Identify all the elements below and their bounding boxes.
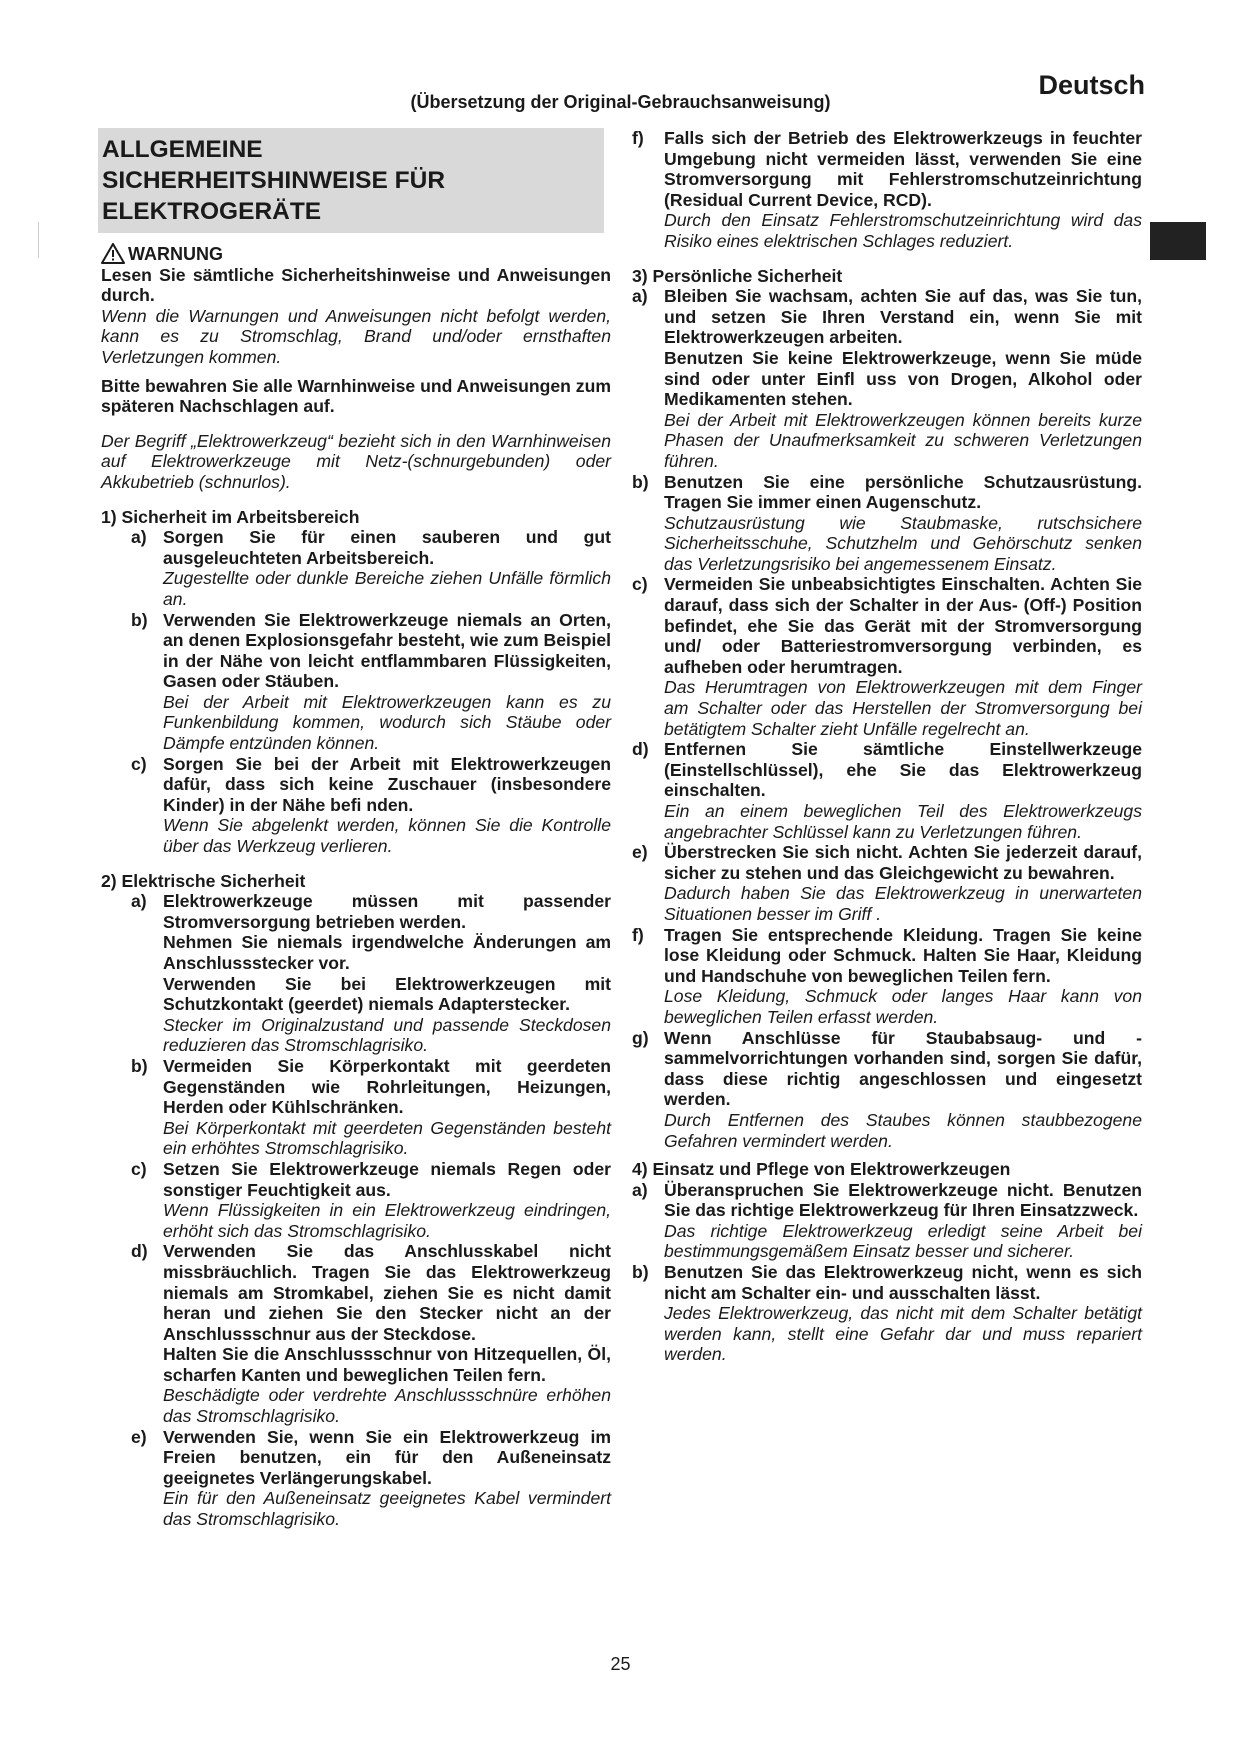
list-item — [131, 1056, 611, 1159]
sec2-e-text: Verwenden Sie, wenn Sie ein Elektrowerkzeug im Freien benutzen, ein für den Außeneinsatz geeignetes Verlängerungskabel. — [163, 1426, 611, 1488]
item-label: a) — [632, 1179, 648, 1200]
sec2-c-note: Wenn Flüssigkeiten in ein Elektrowerkzeug eindringen, erhöht sich das Stromschlagrisiko. — [163, 1200, 611, 1241]
section-tab-marker — [1150, 222, 1206, 260]
term-definition: Der Begriff „Elektrowerkzeug“ bezieht sich in den Warnhinweisen auf Elektrowerkzeuge mit Netz-(schnurgebunden) oder Akkubetrieb (schnurlos). — [101, 430, 611, 492]
sec3-g-note: Durch Entfernen des Staubes können staubbezogene Gefahren vermindert werden. — [664, 1109, 1142, 1151]
sec1-a-note: Zugestellte oder dunkle Bereiche ziehen Unfälle förmlich an. — [163, 568, 611, 609]
list-item — [632, 925, 1142, 1028]
list-item — [632, 1262, 1142, 1365]
sec3-a-text-2: Benutzen Sie keine Elektrowerkzeuge, wenn Sie müde sind oder unter Einfl uss von Drogen, Alkohol oder Medikamenten stehen. — [664, 347, 1142, 410]
sec1-b-text: Verwenden Sie Elektrowerkzeuge niemals an Orten, an denen Explosionsgefahr besteht, wie zum Beispiel in der Nähe von leicht entflammbaren Flüssigkeiten, Gasen oder Stäuben. — [163, 609, 611, 692]
warning-triangle-icon — [101, 243, 125, 264]
sec3-c-note: Das Herumtragen von Elektrowerkzeugen mit dem Finger am Schalter oder das Herstellen der Stromversorgung bei betätigtem Schalter zieht Unfälle regelrecht an. — [664, 677, 1142, 739]
item-label: a) — [632, 286, 648, 307]
sec2-a-note: Stecker im Originalzustand und passende Steckdosen reduzieren das Stromschlagrisiko. — [163, 1014, 611, 1056]
sec3-title: 3) Persönliche Sicherheit — [632, 265, 843, 286]
sec2-c-text: Setzen Sie Elektrowerkzeuge niemals Regen oder sonstiger Feuchtigkeit aus. — [163, 1158, 611, 1200]
item-label: b) — [131, 609, 148, 630]
sec2-a-text-3: Verwenden Sie bei Elektrowerkzeugen mit Schutzkontakt (geerdet) niemals Adapterstecker. — [163, 973, 611, 1015]
item-label: b) — [632, 1262, 649, 1283]
item-label: e) — [131, 1426, 147, 1447]
sec4-title: 4) Einsatz und Pflege von Elektrowerkzeugen — [632, 1159, 1011, 1180]
item-label: b) — [131, 1055, 148, 1076]
sec2-d-note: Beschädigte oder verdrehte Anschlussschnüre erhöhen das Stromschlagrisiko. — [163, 1385, 611, 1427]
item-label: c) — [632, 574, 648, 595]
sec3-d-text: Entfernen Sie sämtliche Einstellwerkzeuge (Einstellschlüssel), ehe Sie das Elektrowerkzeug einschalten. — [664, 739, 1142, 801]
item-label: b) — [632, 471, 649, 492]
right-column — [632, 128, 1142, 1365]
list-item — [632, 1028, 1142, 1152]
list-item — [632, 286, 1142, 471]
title-line-1: ALLGEMEINE — [102, 136, 263, 163]
list-item — [632, 739, 1142, 842]
sec2-e-note: Ein für den Außeneinsatz geeignetes Kabel vermindert das Stromschlagrisiko. — [163, 1488, 611, 1530]
sec2-d-text-1: Verwenden Sie das Anschlusskabel nicht missbräuchlich. Tragen Sie das Elektrowerkzeug niemals am Stromkabel, ziehen Sie es nicht damit heran und ziehen Sie den Stecker nicht an der Anschlussschnur aus der Steckdose. — [163, 1241, 611, 1344]
list-item — [632, 472, 1142, 575]
sec3-f-note: Lose Kleidung, Schmuck oder langes Haar kann von beweglichen Teilen erfasst werden. — [664, 986, 1142, 1027]
sec3-b-text: Benutzen Sie eine persönliche Schutzausrüstung. Tragen Sie immer einen Augenschutz. — [664, 471, 1142, 513]
item-label: c) — [131, 753, 147, 774]
sec3-b-note: Schutzausrüstung wie Staubmaske, rutschsichere Sicherheitsschuhe, Schutzhelm und Gehörschutz senken das Verletzungsrisiko bei angemessenem Einsatz. — [664, 512, 1142, 574]
sec2-title: 2) Elektrische Sicherheit — [101, 870, 306, 891]
list-item — [131, 754, 611, 857]
keep-instructions: Bitte bewahren Sie alle Warnhinweise und Anweisungen zum späteren Nachschlagen auf. — [101, 375, 611, 417]
list-item — [632, 842, 1142, 924]
translation-subtitle: (Übersetzung der Original-Gebrauchsanweisung) — [410, 92, 831, 112]
sec1-c-note: Wenn Sie abgelenkt werden, können Sie die Kontrolle über das Werkzeug verlieren. — [163, 815, 611, 857]
item-label: f) — [632, 924, 644, 945]
title-line-2: SICHERHEITSHINWEISE FÜR — [102, 167, 446, 194]
section-title-box — [98, 128, 604, 233]
sec4-a-text: Überanspruchen Sie Elektrowerkzeuge nicht. Benutzen Sie das richtige Elektrowerkzeug für Ihren Einsatzzweck. — [664, 1179, 1142, 1221]
list-item — [632, 1180, 1142, 1262]
warning-heading — [101, 243, 611, 265]
list-item — [131, 610, 611, 754]
item-label: a) — [131, 891, 147, 912]
warning-lead: Lesen Sie sämtliche Sicherheitshinweise und Anweisungen durch. — [101, 264, 611, 306]
item-label: e) — [632, 842, 648, 863]
page-number: 25 — [610, 1654, 631, 1674]
sec3-g-text: Wenn Anschlüsse für Staubabsaug- und -sammelvorrichtungen vorhanden sind, sorgen Sie dafür, dass diese richtig angeschlossen und eingesetzt werden. — [664, 1027, 1142, 1110]
sec2-f-note: Durch den Einsatz Fehlerstromschutzeinrichtung wird das Risiko eines elektrischen Schlages reduziert. — [664, 210, 1142, 251]
sec3-a-text-1: Bleiben Sie wachsam, achten Sie auf das, was Sie tun, und setzen Sie Ihren Verstand ein, wenn Sie mit Elektrowerkzeugen arbeiten. — [664, 286, 1142, 348]
left-column — [101, 128, 611, 1530]
sec2-a-text-2: Nehmen Sie niemals irgendwelche Änderungen am Anschlussstecker vor. — [163, 932, 611, 973]
sec2-d-text-2: Halten Sie die Anschlussschnur von Hitzequellen, Öl, scharfen Kanten und beweglichen Teilen fern. — [163, 1344, 611, 1385]
sec3-a-note: Bei der Arbeit mit Elektrowerkzeugen können bereits kurze Phasen der Unaufmerksamkeit zu schweren Verletzungen führen. — [664, 409, 1142, 471]
list-item — [131, 1159, 611, 1241]
item-label: d) — [131, 1241, 148, 1262]
sec4-b-text: Benutzen Sie das Elektrowerkzeug nicht, wenn es sich nicht am Schalter ein- und ausschalten lässt. — [664, 1262, 1142, 1303]
sec4-b-note: Jedes Elektrowerkzeug, das nicht mit dem Schalter betätigt werden kann, stellt eine Gefahr dar und muss repariert werden. — [664, 1303, 1142, 1365]
sec3-f-text: Tragen Sie entsprechende Kleidung. Tragen Sie keine lose Kleidung oder Schmuck. Halten Sie Haar, Kleidung und Handschuhe von beweglichen Teilen fern. — [664, 924, 1142, 986]
item-label: c) — [131, 1158, 147, 1179]
sec1-b-note: Bei der Arbeit mit Elektrowerkzeugen kann es zu Funkenbildung kommen, wodurch sich Stäube oder Dämpfe entzünden können. — [163, 691, 611, 754]
item-label: g) — [632, 1027, 649, 1048]
sec2-b-note: Bei Körperkontakt mit geerdeten Gegenständen besteht ein erhöhtes Stromschlagrisiko. — [163, 1117, 611, 1159]
sec3-c-text: Vermeiden Sie unbeabsichtigtes Einschalten. Achten Sie darauf, dass sich der Schalter in der Aus- (Off-) Position befindet, ehe Sie das Gerät mit der Stromversorgung und/ oder Batteriestromversorgung verbinden, es aufheben oder herumtragen. — [664, 574, 1142, 677]
sec3-d-note: Ein an einem beweglichen Teil des Elektrowerkzeugs angebrachter Schlüssel kann zu Verletzungen führen. — [664, 801, 1142, 842]
language-label: Deutsch — [1038, 70, 1145, 100]
list-item — [632, 128, 1142, 252]
list-item — [632, 574, 1142, 739]
item-label: a) — [131, 527, 147, 548]
sec4-a-note: Das richtige Elektrowerkzeug erledigt seine Arbeit bei bestimmungsgemäßem Einsatz besser und sicherer. — [664, 1220, 1142, 1262]
sec3-e-text: Überstrecken Sie sich nicht. Achten Sie jederzeit darauf, sicher zu stehen und das Gleichgewicht zu bewahren. — [664, 842, 1142, 883]
sec2-b-text: Vermeiden Sie Körperkontakt mit geerdeten Gegenständen wie Rohrleitungen, Heizungen, Herden oder Kühlschränken. — [163, 1055, 611, 1118]
item-label: d) — [632, 739, 649, 760]
item-label: f) — [632, 128, 644, 148]
sec1-c-text: Sorgen Sie bei der Arbeit mit Elektrowerkzeugen dafür, dass sich keine Zuschauer (insbesondere Kinder) in der Nähe befi nden. — [163, 753, 611, 815]
warning-consequence: Wenn die Warnungen und Anweisungen nicht befolgt werden, kann es zu Stromschlag, Brand und/oder ernsthaften Verletzungen kommen. — [101, 305, 611, 367]
edge-mark — [38, 222, 39, 258]
sec3-e-note: Dadurch haben Sie das Elektrowerkzeug in unerwarteten Situationen besser im Griff . — [664, 883, 1142, 924]
list-item — [131, 1241, 611, 1426]
sec1-a-text: Sorgen Sie für einen sauberen und gut ausgeleuchteten Arbeitsbereich. — [163, 527, 611, 568]
list-item — [131, 891, 611, 1056]
list-item — [131, 1427, 611, 1530]
sec1-title: 1) Sicherheit im Arbeitsbereich — [101, 506, 360, 527]
sec2-a-text-1: Elektrowerkzeuge müssen mit passender Stromversorgung betrieben werden. — [163, 891, 611, 932]
title-line-3: ELEKTROGERÄTE — [102, 198, 322, 225]
list-item — [131, 527, 611, 609]
sec2-f-text: Falls sich der Betrieb des Elektrowerkzeugs in feuchter Umgebung nicht vermeiden lässt, verwenden Sie eine Stromversorgung mit Fehlerstromschutzeinrichtung (Residual Current Device, RCD). — [664, 128, 1142, 210]
warning-label: WARNUNG — [128, 244, 223, 264]
